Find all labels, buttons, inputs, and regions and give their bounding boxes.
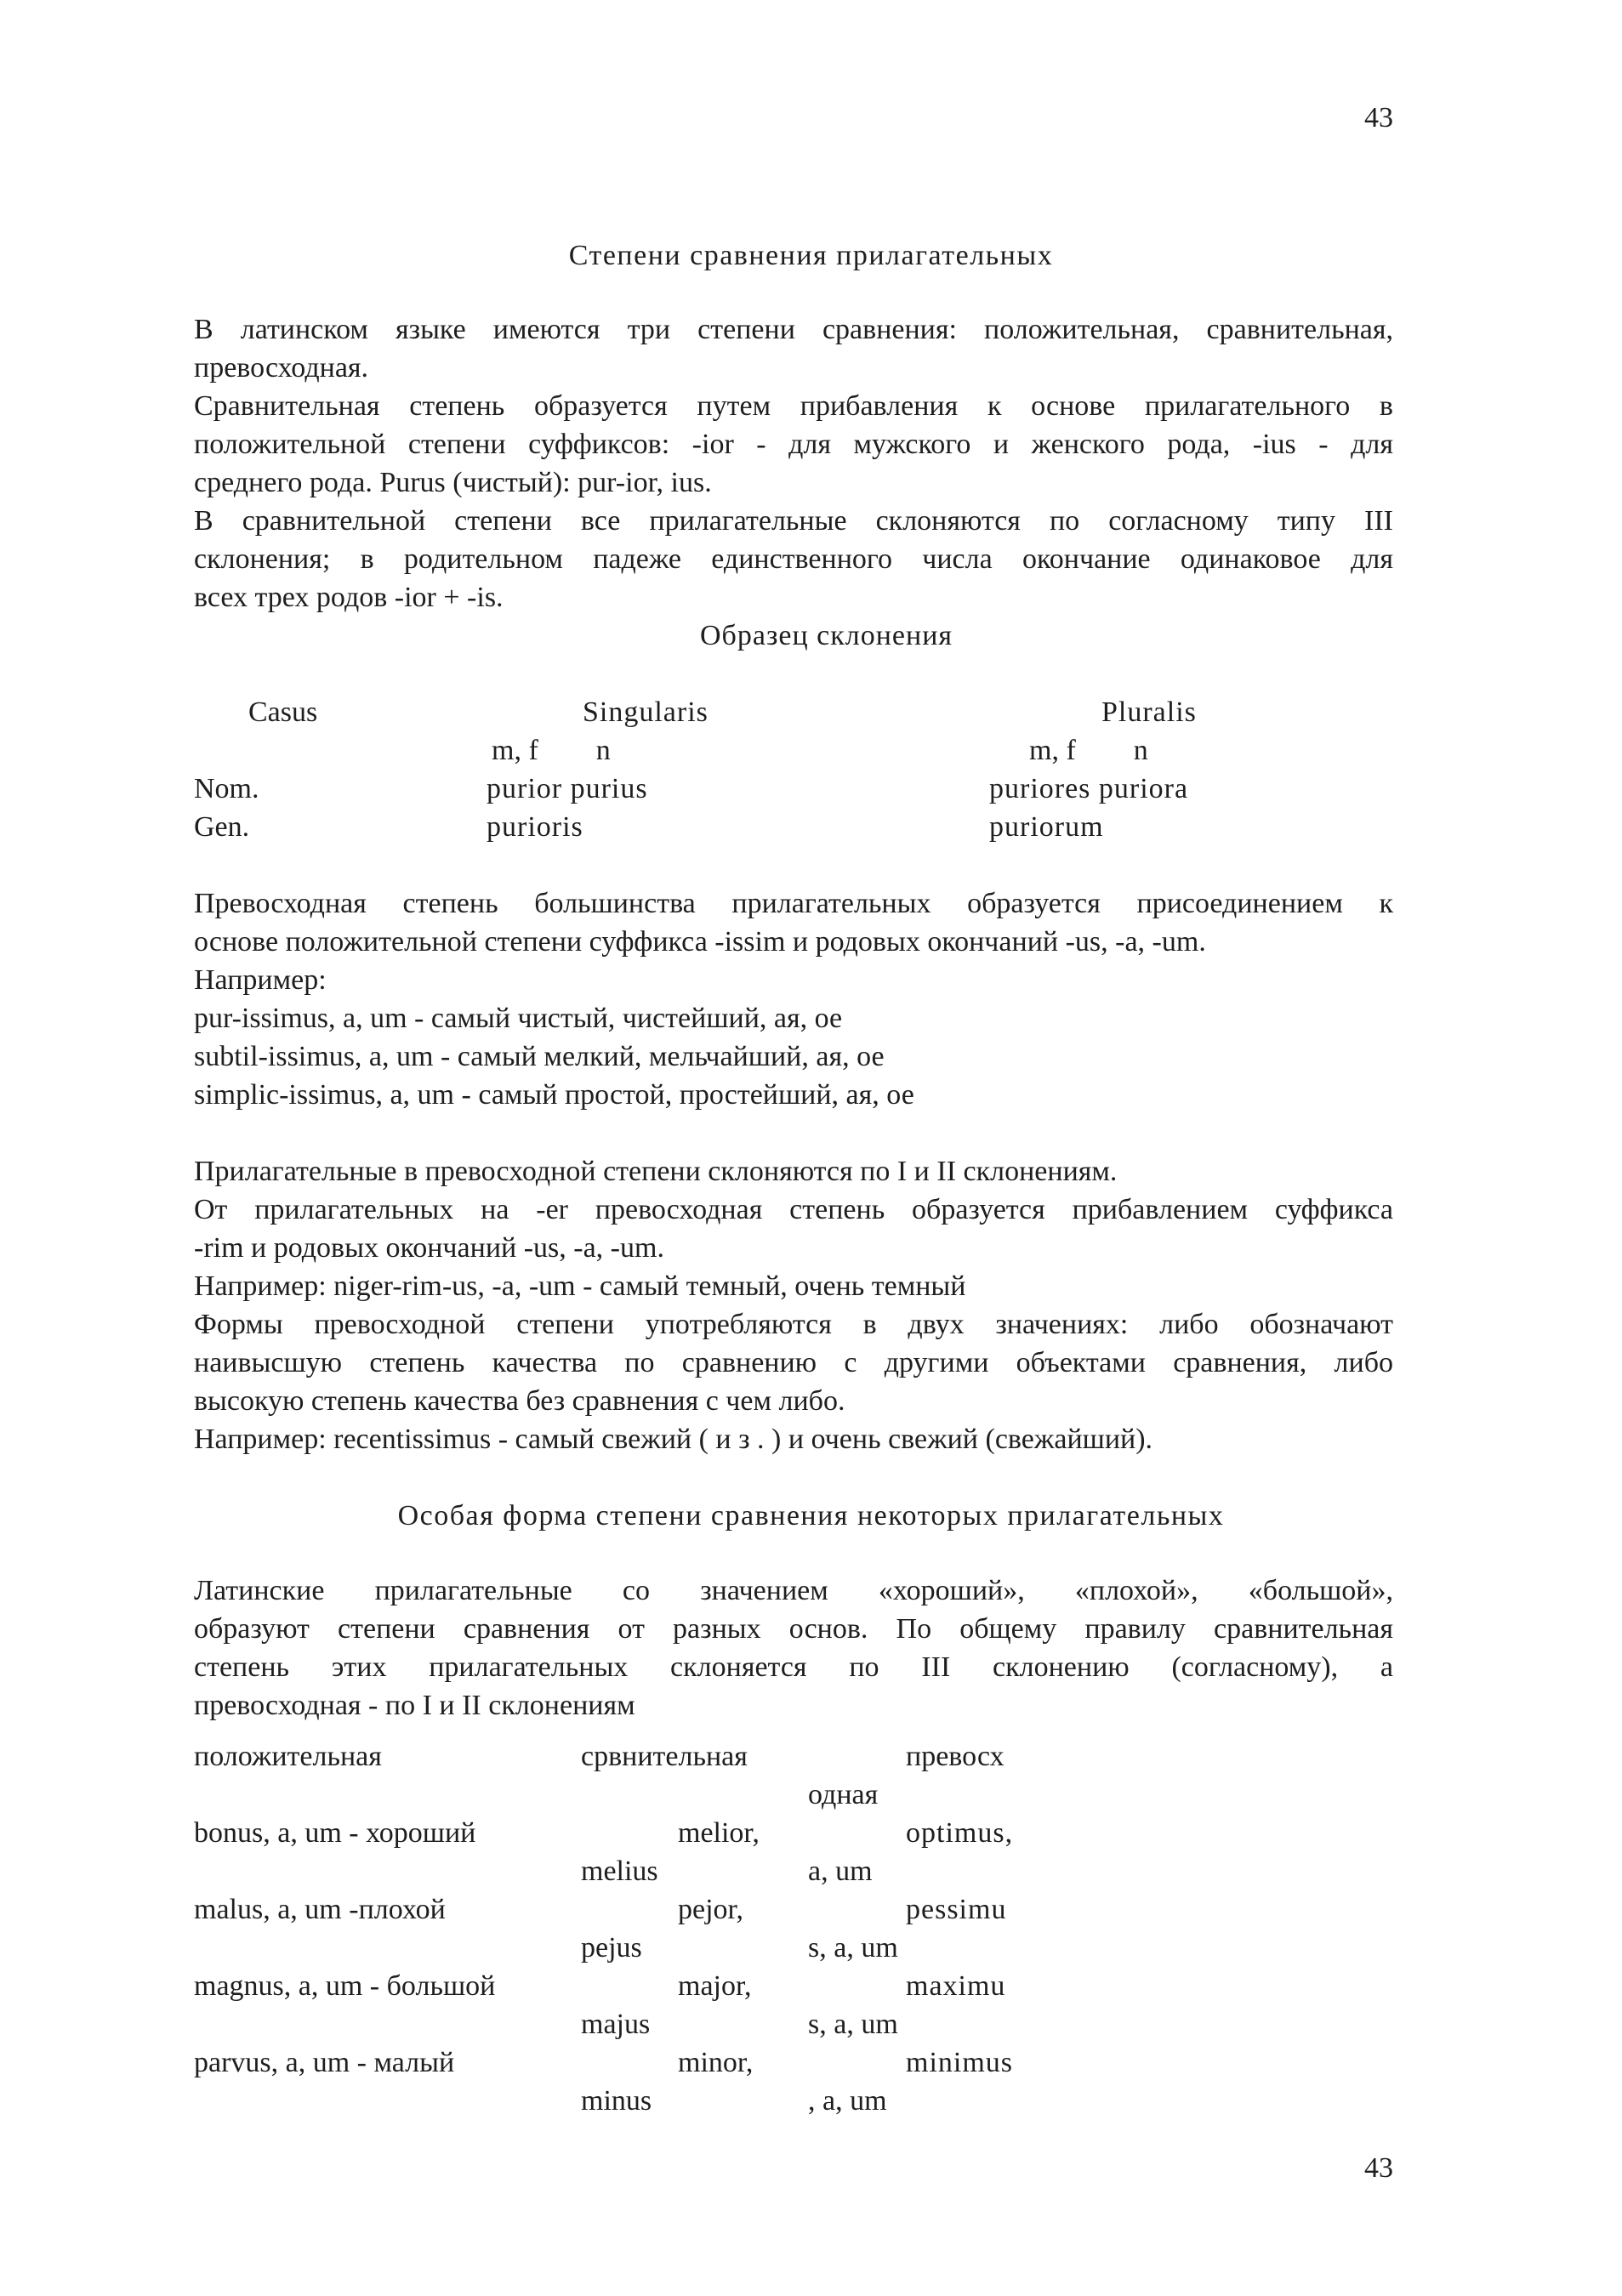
declension-nom-plural: puriores puriora [989,773,1189,804]
text-line: наивысшую степень качества по сравнению с другими объектами сравнения, либо [194,1347,1393,1378]
comparison-positive: bonus, a, um - хороший [194,1817,476,1849]
comparison-superlative-cont: s, a, um [808,2009,898,2040]
comparison-positive: magnus, a, um - большой [194,1970,496,2002]
comparison-superlative-cont: a, um [808,1856,873,1887]
comparison-comparative: melior, [678,1817,760,1849]
declension-gen-singular: purioris [487,811,583,843]
comparison-comparative: major, [678,1970,752,2002]
subsection-title: Образец склонения [700,620,953,651]
text-line: Сравнительная степень образуется путем прибавления к основе прилагательного в [194,390,1393,422]
comparison-comparative-neuter: majus [581,2009,651,2040]
section-title-special-forms: Особая форма степени сравнения некоторых прилагательных [397,1500,1225,1532]
comparison-comparative: minor, [678,2047,754,2078]
text-line: simplic-issimus, a, um - самый простой, простейший, ая, ое [194,1079,914,1111]
section-title: Степени сравнения прилагательных [568,240,1054,271]
comparison-superlative: optimus, [906,1817,1014,1849]
page-number-top: 43 [1364,102,1393,134]
comparison-positive: parvus, a, um - малый [194,2047,455,2078]
text-line: степень этих прилагательных склоняется по III склонению (согласному), а [194,1651,1393,1683]
text-line: высокую степень качества без сравнения с чем либо. [194,1385,845,1417]
text-line: От прилагательных на -er превосходная степень образуется прибавлением суффикса [194,1194,1393,1225]
comparison-comparative-neuter: melius [581,1856,658,1887]
paragraph-comparative [194,310,1393,617]
comparison-comparative-neuter: minus [581,2085,652,2117]
text-line: среднего рода. Purus (чистый): pur-ior, ius. [194,467,712,498]
comparison-superlative-cont: s, a, um [808,1932,898,1964]
declension-header-singularis: Singularis [583,696,709,728]
declension-header-pluralis: Pluralis [1101,696,1197,728]
declension-sg-genders: m, f n [492,735,611,766]
comparison-header-positive: положительная [194,1741,382,1772]
declension-row-label-gen: Gen. [194,811,250,843]
comparison-superlative: pessimu [906,1894,1007,1925]
comparison-positive: malus, a, um -плохой [194,1894,446,1925]
text-line: subtil-issimus, a, um - самый мелкий, мельчайший, ая, ое [194,1041,885,1072]
text-line: всех трех родов -ior + -is. [194,582,504,613]
text-line: основе положительной степени суффикса -issim и родовых окончаний -us, -a, -um. [194,926,1206,958]
text-line: Например: niger-rim-us, -a, -um - самый темный, очень темный [194,1270,966,1302]
text-line: образуют степени сравнения от разных основ. По общему правилу сравнительная [194,1613,1393,1645]
page-number-bottom: 43 [1364,2152,1393,2184]
text-line: положительной степени суффиксов: -ior - для мужского и женского рода, -ius - для [194,429,1393,460]
text-line: Превосходная степень большинства прилагательных образуется присоединением к [194,888,1393,919]
text-line: pur-issimus, a, um - самый чистый, чистейший, ая, ое [194,1003,843,1034]
comparison-comparative-neuter: pejus [581,1932,642,1964]
text-line: Например: recentissimus - самый свежий ( и з . ) и очень свежий (свежайший). [194,1424,1153,1455]
paragraph-superlative [194,884,1393,1114]
text-line: В латинском языке имеются три степени сравнения: положительная, сравнительная, [194,314,1393,345]
declension-header-casus: Casus [248,696,318,728]
text-line: склонения; в родительном падеже единственного числа окончание одинаковое для [194,543,1393,575]
comparison-header-superlative-cont: одная [808,1779,879,1810]
declension-nom-singular: purior purius [487,773,648,804]
comparison-superlative: maximu [906,1970,1006,2002]
paragraph-superlative-forms [194,1152,1393,1458]
text-line: Прилагательные в превосходной степени склоняются по I и II склонениям. [194,1156,1118,1187]
text-line: Например: [194,964,327,996]
text-line: превосходная - по I и II склонениям [194,1690,635,1721]
text-line: превосходная. [194,352,369,384]
comparison-comparative: pejor, [678,1894,743,1925]
declension-gen-plural: puriorum [989,811,1104,843]
declension-pl-genders: m, f n [1029,735,1148,766]
paragraph-irregular [194,1571,1393,1725]
declension-row-label-nom: Nom. [194,773,259,804]
text-line: В сравнительной степени все прилагательные склоняются по согласному типу III [194,505,1393,537]
comparison-header-comparative: срвнительная [581,1741,748,1772]
comparison-superlative-cont: , a, um [808,2085,887,2117]
comparison-superlative: minimus [906,2047,1014,2078]
text-line: Латинские прилагательные со значением «хороший», «плохой», «большой», [194,1575,1393,1606]
text-line: -rim и родовых окончаний -us, -a, -um. [194,1232,664,1264]
comparison-header-superlative: превосх [906,1741,1005,1772]
text-line: Формы превосходной степени употребляются в двух значениях: либо обозначают [194,1309,1393,1340]
